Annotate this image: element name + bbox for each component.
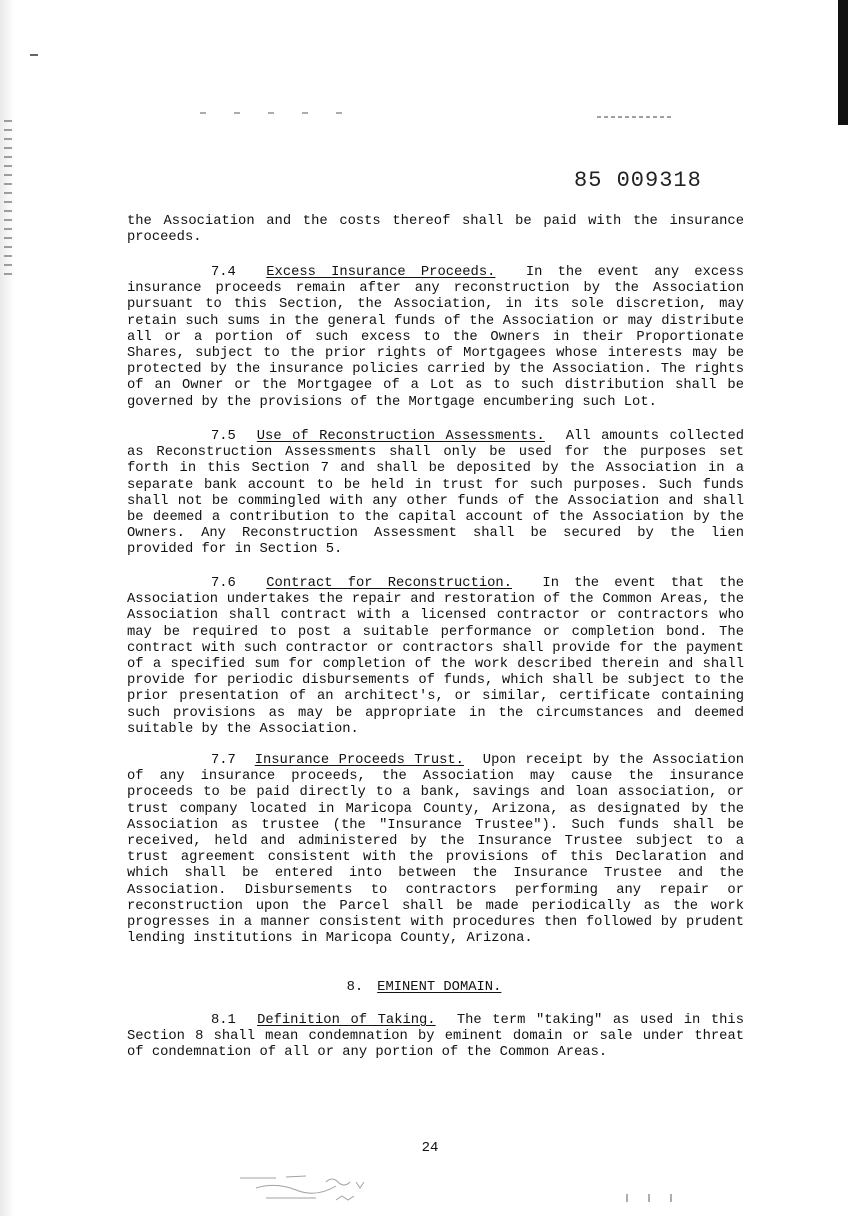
section-number: 8.1 xyxy=(211,1013,236,1028)
section-7-4 xyxy=(127,265,744,411)
section-body: Upon receipt by the Association of any insurance proceeds, the Association may cause the insurance proceeds to be paid directly to a bank, savings and loan association, or trust company located in Maricopa County, Arizona, as designated by the Association as trustee (the "Insurance Trustee"). Such funds shall be received, held and administered by the Insurance Trustee subject to a trust agreement consistent with the provisions of this Declaration and which shall be entered into between the Insurance Trustee and the Association. Disbursements to contractors performing any repair or reconstruction upon the Parcel shall be made periodically as the work progresses in a manner consistent with procedures then followed by prudent lending institutions in Maricopa County, Arizona. xyxy=(127,753,745,947)
section-body: The term "taking" as used in this Section 8 shall mean condemnation by eminent domain or sale under threat of condemnation of all or any portion of the Common Areas. xyxy=(127,1013,744,1061)
section-title: Use of Reconstruction Assessments. xyxy=(256,429,545,444)
section-8-1 xyxy=(127,1013,744,1062)
document-recording-number: 85 009318 xyxy=(574,168,702,193)
continuation-text: the Association and the costs thereof shall be paid with the insurance proceeds. xyxy=(127,214,744,246)
heading-title: EMINENT DOMAIN. xyxy=(377,980,502,995)
section-title: Contract for Reconstruction. xyxy=(266,576,512,591)
section-7-6 xyxy=(127,576,744,738)
section-number: 7.4 xyxy=(211,265,236,280)
faint-scan-marks-right xyxy=(597,116,673,118)
scan-right-edge xyxy=(836,0,848,1216)
section-title: Definition of Taking. xyxy=(257,1013,436,1028)
section-body: In the event any excess insurance proceeds remain after any reconstruction by the Association pursuant to this Section, the Association, in its sole discretion, may retain such sums in the general funds of the Association or may distribute all or a portion of such excess to the Owners in their Proportionate Shares, subject to the prior rights of Mortgagees whose interests may be protected by the insurance policies carried by the Association. The rights of an Owner or the Mortgagee of a Lot as to such distribution shall be governed by the provisions of the Mortgage encumbering such Lot. xyxy=(127,265,744,410)
section-title: Insurance Proceeds Trust. xyxy=(254,753,464,768)
heading-number: 8. xyxy=(346,980,364,995)
section-title: Excess Insurance Proceeds. xyxy=(266,265,496,280)
section-body: All amounts collected as Reconstruction Assessments shall only be used for the purposes set forth in this Section 7 and shall be deposited by the Association in a separate bank account to be held in trust for such purposes. Such funds shall not be commingled with any other funds of the Association and shall be deemed a contribution to the capital account of the Association by the Owners. Any Reconstruction Assessment shall be secured by the lien provided for in Section 5. xyxy=(127,429,745,558)
section-7-5 xyxy=(127,429,744,559)
scan-scribble-marks xyxy=(236,1172,386,1212)
scan-dots xyxy=(626,1194,686,1202)
section-8-heading xyxy=(0,980,848,996)
faint-scan-marks xyxy=(200,112,360,114)
page-number: 24 xyxy=(421,1140,439,1156)
margin-binding-marks xyxy=(4,120,12,280)
section-number: 7.6 xyxy=(211,576,236,591)
margin-dash xyxy=(30,54,38,56)
section-number: 7.7 xyxy=(211,753,236,768)
section-7-7 xyxy=(127,753,744,947)
section-number: 7.5 xyxy=(211,429,236,444)
continuation-paragraph xyxy=(127,214,744,246)
scan-dark-band xyxy=(838,0,848,125)
section-body: In the event that the Association undertakes the repair and restoration of the Common Areas, the Association shall contract with a licensed contractor or contractors who may be required to post a suitable performance or completion bond. The contract with such contractor or contractors shall provide for the payment of a specified sum for completion of the work described therein and shall provide for periodic disbursements of funds, which shall be subject to the prior presentation of an architect's, or similar, certificate containing such provisions as may be appropriate in the circumstances and deemed suitable by the Association. xyxy=(127,576,745,737)
